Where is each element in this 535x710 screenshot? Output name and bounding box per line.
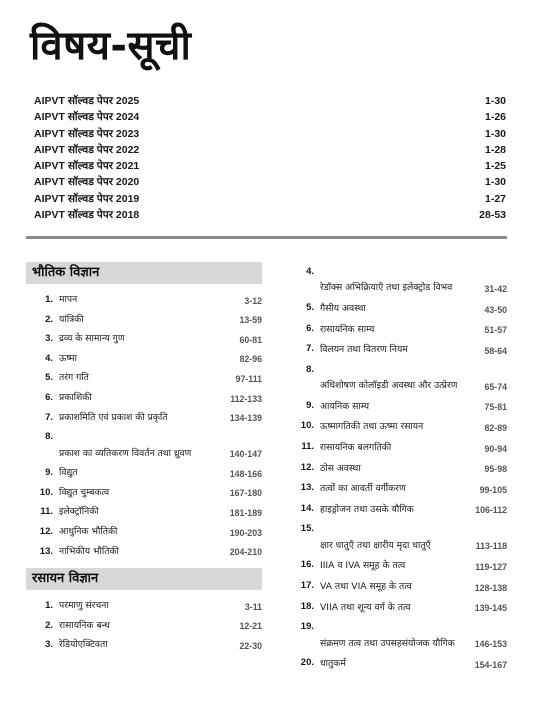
entry-pages: 99-105: [479, 484, 507, 495]
paper-pages: 1-27: [484, 192, 506, 205]
entry-pages: 190-203: [229, 527, 262, 538]
entry-title: ठोस अवस्था: [320, 462, 361, 474]
entry-title: संक्रमण तत्व तथा उपसहसंयोजक यौगिक: [320, 637, 455, 649]
toc-entry[interactable]: [26, 596, 262, 616]
toc-entry[interactable]: [287, 597, 507, 618]
toc-entry[interactable]: [26, 542, 262, 562]
entry-number: 11.: [301, 440, 314, 452]
entry-pages: 60-81: [239, 334, 262, 345]
solved-paper-row[interactable]: [34, 109, 506, 125]
entry-number: 2.: [45, 619, 53, 631]
right-column: [287, 262, 507, 674]
entry-number: 9.: [306, 399, 314, 411]
entry-title: रेडॉक्स अभिक्रियाएँ तथा इलेक्ट्रोड विभव: [320, 282, 453, 294]
left-column: [26, 262, 262, 655]
entry-number: 18.: [300, 600, 314, 612]
entry-number: 7.: [306, 343, 314, 355]
entry-number: 10.: [300, 420, 314, 432]
solved-paper-row[interactable]: [34, 142, 506, 158]
entry-pages: 134-139: [229, 413, 262, 424]
entry-title: आयनिक साम्य: [320, 400, 370, 412]
entry-title: रेडियोएक्टिवता: [59, 639, 108, 651]
toc-entry[interactable]: [26, 290, 262, 310]
toc-entry[interactable]: [287, 617, 507, 653]
entry-title: ऊष्मागतिकी तथा ऊष्मा रसायन: [320, 421, 424, 433]
toc-entry[interactable]: [287, 478, 507, 499]
paper-label: AIPVT सॉल्वड पेपर 2018: [34, 209, 140, 222]
toc-entry[interactable]: [26, 349, 262, 369]
paper-label: AIPVT सॉल्वड पेपर 2025: [34, 95, 140, 107]
entry-number: 1.: [45, 600, 53, 612]
entry-number: 15.: [300, 523, 314, 535]
entry-pages: 106-112: [475, 505, 507, 516]
entry-title: अधिशोषण कोलॉइडी अवस्था और उत्प्रेरण: [320, 380, 458, 392]
entry-number: 5.: [306, 302, 314, 313]
toc-entry[interactable]: [287, 360, 507, 396]
entry-title: धातुकर्म: [320, 658, 346, 670]
entry-pages: 13-59: [239, 315, 262, 326]
entry-number: 13.: [300, 482, 314, 494]
solved-paper-row[interactable]: [34, 207, 506, 223]
toc-entry[interactable]: [26, 502, 262, 522]
entry-pages: 82-96: [239, 354, 262, 365]
entry-title: प्रकाशिकी: [59, 391, 92, 403]
entry-title: IIIA व IVA समूह के तत्व: [320, 560, 406, 572]
toc-entry[interactable]: [287, 319, 507, 340]
entry-pages: 119-127: [475, 561, 507, 572]
toc-entry[interactable]: [26, 388, 262, 408]
paper-label: AIPVT सॉल्वड पेपर 2024: [34, 111, 140, 124]
entry-pages: 204-210: [229, 547, 262, 558]
paper-pages: 1-28: [484, 143, 506, 156]
entry-pages: 58-64: [484, 345, 507, 356]
entry-number: 20.: [300, 657, 314, 669]
solved-paper-row[interactable]: [34, 126, 506, 142]
entry-number: 12.: [300, 461, 314, 473]
entry-title: विद्युत: [59, 467, 78, 479]
paper-label: AIPVT सॉल्वड पेपर 2019: [34, 192, 140, 205]
entry-title: हाइड्रोजन तथा उसके यौगिक: [320, 503, 414, 515]
entry-title: आधुनिक भौतिकी: [59, 525, 118, 537]
entry-number: 16.: [300, 559, 314, 571]
entry-pages: 148-166: [229, 468, 262, 479]
entry-title: द्रव्य के सामान्य गुण: [59, 333, 125, 345]
entry-number: 5.: [45, 372, 53, 384]
entry-number: 11.: [40, 506, 53, 518]
toc-entry[interactable]: [287, 519, 507, 555]
toc-entry[interactable]: [287, 416, 507, 437]
entry-pages: 12-21: [239, 621, 262, 632]
toc-entry[interactable]: [287, 298, 507, 319]
entry-pages: 3-11: [244, 601, 262, 612]
toc-entry[interactable]: [287, 555, 507, 576]
entry-title: रासायनिक बलगतिकी: [320, 441, 392, 453]
page-title: विषय-सूची: [30, 23, 192, 69]
entry-title: ऊष्मा: [59, 352, 77, 364]
entry-number: 3.: [45, 333, 53, 345]
entry-title: मापन: [59, 294, 78, 305]
solved-papers-list: [34, 93, 506, 223]
paper-pages: 1-30: [484, 127, 506, 140]
paper-label: AIPVT सॉल्वड पेपर 2023: [34, 127, 140, 140]
entry-pages: 95-98: [484, 464, 507, 475]
toc-entry[interactable]: [26, 463, 262, 483]
chemistry-list-right: [287, 262, 507, 674]
entry-number: 6.: [306, 322, 314, 334]
paper-pages: 1-30: [484, 95, 506, 107]
entry-title: गैसीय अवस्था: [320, 303, 366, 314]
entry-pages: 43-50: [484, 304, 507, 315]
entry-title: विद्युत चुम्बकत्व: [59, 486, 110, 498]
entry-number: 6.: [45, 391, 53, 403]
toc-entry[interactable]: [287, 339, 507, 360]
entry-pages: 113-118: [475, 541, 507, 552]
entry-pages: 97-111: [235, 373, 262, 384]
entry-pages: 65-74: [484, 381, 507, 392]
chemistry-list-left: [26, 596, 262, 655]
entry-title: यांत्रिकी: [59, 313, 84, 325]
entry-pages: 90-94: [484, 443, 507, 454]
entry-pages: 3-12: [244, 295, 262, 306]
toc-entry[interactable]: [287, 437, 507, 458]
entry-title: परमाणु संरचना: [59, 600, 109, 612]
paper-label: AIPVT सॉल्वड पेपर 2020: [34, 176, 140, 189]
entry-number: 10.: [39, 486, 53, 498]
paper-pages: 1-25: [484, 160, 506, 173]
toc-entry[interactable]: [26, 635, 262, 655]
physics-section-heading: भौतिक विज्ञान: [26, 262, 262, 284]
entry-pages: 128-138: [474, 582, 507, 593]
solved-paper-row[interactable]: [34, 191, 506, 207]
entry-pages: 112-133: [230, 393, 262, 404]
entry-number: 9.: [45, 467, 53, 479]
paper-pages: 28-53: [479, 209, 506, 222]
entry-title: क्षार धातुएँ तथा क्षारीय मृदा धातुएँ: [320, 539, 431, 551]
entry-pages: 31-42: [484, 284, 507, 294]
entry-pages: 181-189: [229, 507, 262, 518]
physics-list: [26, 290, 262, 561]
entry-number: 1.: [45, 294, 53, 305]
entry-title: रासायनिक साम्य: [320, 323, 375, 335]
entry-title: VA तथा VIA समूह के तत्व: [320, 580, 412, 592]
toc-entry[interactable]: [26, 483, 262, 503]
paper-pages: 1-30: [484, 176, 506, 189]
toc-entry[interactable]: [26, 368, 262, 388]
paper-label: AIPVT सॉल्वड पेपर 2021: [34, 160, 140, 173]
entry-number: 3.: [45, 639, 53, 651]
paper-pages: 1-26: [484, 111, 506, 124]
entry-title: प्रकाश का व्यतिकरण विवर्तन तथा ध्रुवण: [59, 447, 192, 459]
entry-title: नाभिकीय भौतिकी: [59, 545, 119, 557]
entry-pages: 22-30: [239, 640, 262, 651]
entry-pages: 154-167: [474, 659, 507, 670]
entry-number: 2.: [45, 313, 53, 325]
solved-paper-row[interactable]: [34, 158, 506, 174]
entry-title: इलेक्ट्रॉनिकी: [59, 506, 99, 518]
entry-title: तरंग गति: [59, 372, 89, 384]
entry-title: रासायनिक बन्ध: [59, 619, 110, 631]
entry-number: 17.: [300, 579, 314, 591]
entry-pages: 146-153: [474, 639, 507, 650]
entry-number: 12.: [39, 525, 53, 537]
toc-entry[interactable]: [287, 396, 507, 417]
entry-pages: 51-57: [484, 325, 507, 336]
paper-label: AIPVT सॉल्वड पेपर 2022: [34, 143, 140, 156]
entry-number: 14.: [300, 502, 314, 514]
entry-number: 4.: [45, 352, 53, 364]
entry-number: 13.: [39, 545, 53, 557]
entry-number: 19.: [300, 621, 314, 633]
toc-entry[interactable]: [26, 310, 262, 330]
toc-entry[interactable]: [26, 329, 262, 349]
entry-number: 8.: [45, 431, 53, 443]
entry-number: 8.: [306, 363, 314, 375]
entry-number: 7.: [45, 411, 53, 423]
entry-pages: 140-147: [229, 449, 262, 460]
toc-entry[interactable]: [26, 408, 262, 428]
entry-title: प्रकाशमिति एवं प्रकाश की प्रकृति: [59, 411, 168, 423]
entry-title: VIIA तथा शून्य वर्ग के तत्व: [320, 601, 411, 613]
toc-entry[interactable]: [287, 653, 507, 674]
section-divider: [26, 236, 507, 239]
toc-entry[interactable]: [26, 427, 262, 463]
entry-pages: 75-81: [484, 402, 507, 413]
toc-entry[interactable]: [287, 458, 507, 479]
entry-pages: 167-180: [229, 488, 262, 499]
entry-pages: 139-145: [474, 603, 507, 614]
entry-number: 4.: [306, 266, 314, 277]
solved-paper-row[interactable]: [34, 93, 506, 109]
solved-paper-row[interactable]: [34, 174, 506, 190]
entry-title: तत्वों का आवर्ती वर्गीकरण: [320, 483, 406, 495]
toc-entry[interactable]: [287, 499, 507, 520]
toc-entry[interactable]: [26, 522, 262, 542]
chemistry-section-heading: रसायन विज्ञान: [26, 568, 262, 590]
toc-entry[interactable]: [287, 576, 507, 597]
entry-pages: 82-89: [484, 422, 507, 433]
toc-entry[interactable]: [287, 262, 507, 298]
toc-entry[interactable]: [26, 616, 262, 636]
entry-title: विलयन तथा वितरण नियम: [320, 344, 408, 356]
